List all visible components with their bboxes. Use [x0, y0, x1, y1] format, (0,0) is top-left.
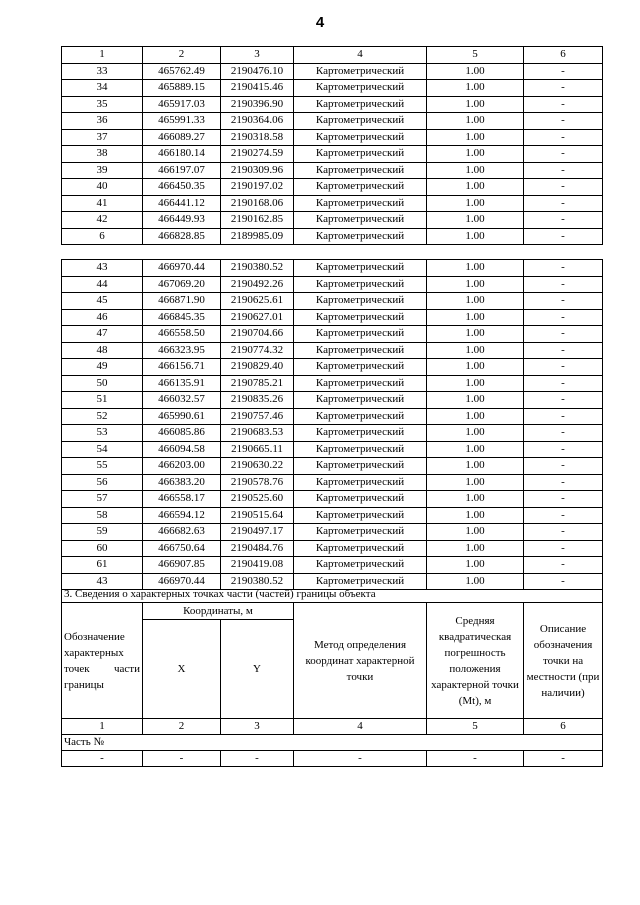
x-coord: 465762.49 — [143, 63, 221, 80]
column-number-3: 3 — [221, 47, 294, 64]
table-row — [62, 80, 603, 97]
point-number: 43 — [62, 573, 143, 590]
accuracy: 1.00 — [427, 392, 524, 409]
description: - — [524, 557, 603, 574]
table-row — [62, 408, 603, 425]
method: Картометрический — [294, 540, 427, 557]
x-coord: 466135.91 — [143, 375, 221, 392]
method: Картометрический — [294, 146, 427, 163]
method: Картометрический — [294, 260, 427, 277]
method: Картометрический — [294, 129, 427, 146]
table-row — [62, 309, 603, 326]
accuracy-header: Средняя квадратическая погрешность положения характерной точки (Mt), м — [427, 603, 524, 719]
table-row — [62, 540, 603, 557]
x-coord: 466450.35 — [143, 179, 221, 196]
method: Картометрический — [294, 63, 427, 80]
table-row — [62, 212, 603, 229]
description: - — [524, 425, 603, 442]
point-number: 48 — [62, 342, 143, 359]
description: - — [524, 375, 603, 392]
description: - — [524, 326, 603, 343]
point-number: 36 — [62, 113, 143, 130]
accuracy: 1.00 — [427, 425, 524, 442]
y-coord: 2190774.32 — [221, 342, 294, 359]
y-coord: 2190835.26 — [221, 392, 294, 409]
empty-cell: - — [427, 751, 524, 767]
x-coord: 466085.86 — [143, 425, 221, 442]
y-coord: 2189985.09 — [221, 228, 294, 245]
method: Картометрический — [294, 96, 427, 113]
x-coord: 466970.44 — [143, 260, 221, 277]
point-number: 61 — [62, 557, 143, 574]
description: - — [524, 195, 603, 212]
x-coord: 466970.44 — [143, 573, 221, 590]
description: - — [524, 146, 603, 163]
table-row — [62, 260, 603, 277]
description: - — [524, 491, 603, 508]
y-coord: 2190578.76 — [221, 474, 294, 491]
column-number-2: 2 — [143, 47, 221, 64]
col-number-1: 1 — [62, 719, 143, 735]
x-coord: 466871.90 — [143, 293, 221, 310]
y-coord: 2190704.66 — [221, 326, 294, 343]
method: Картометрический — [294, 309, 427, 326]
method-header: Метод определения координат характерной точки — [294, 603, 427, 719]
y-coord: 2190625.61 — [221, 293, 294, 310]
y-coord: 2190364.06 — [221, 113, 294, 130]
point-number: 39 — [62, 162, 143, 179]
point-number: 60 — [62, 540, 143, 557]
x-coord: 466197.07 — [143, 162, 221, 179]
col-number-6: 6 — [524, 719, 603, 735]
empty-cell: - — [294, 751, 427, 767]
x-coord: 466558.17 — [143, 491, 221, 508]
y-coord: 2190665.11 — [221, 441, 294, 458]
column-number-row — [62, 47, 603, 64]
description: - — [524, 179, 603, 196]
method: Картометрический — [294, 474, 427, 491]
point-number: 44 — [62, 276, 143, 293]
method: Картометрический — [294, 392, 427, 409]
empty-cell: - — [143, 751, 221, 767]
accuracy: 1.00 — [427, 491, 524, 508]
point-number: 58 — [62, 507, 143, 524]
point-number: 46 — [62, 309, 143, 326]
point-number: 57 — [62, 491, 143, 508]
x-coord: 467069.20 — [143, 276, 221, 293]
description: - — [524, 276, 603, 293]
description: - — [524, 63, 603, 80]
y-coord: 2190419.08 — [221, 557, 294, 574]
description: - — [524, 162, 603, 179]
section-title: 3. Сведения о характерных точках части (частей) границы объекта — [62, 587, 603, 603]
y-coord: 2190197.02 — [221, 179, 294, 196]
table-row — [62, 293, 603, 310]
method: Картометрический — [294, 195, 427, 212]
method: Картометрический — [294, 342, 427, 359]
point-number: 50 — [62, 375, 143, 392]
empty-cell: - — [62, 751, 143, 767]
accuracy: 1.00 — [427, 129, 524, 146]
y-coord: 2190476.10 — [221, 63, 294, 80]
table-row — [62, 179, 603, 196]
table-row — [62, 375, 603, 392]
point-number: 40 — [62, 179, 143, 196]
method: Картометрический — [294, 441, 427, 458]
x-coord: 465991.33 — [143, 113, 221, 130]
accuracy: 1.00 — [427, 162, 524, 179]
point-number: 49 — [62, 359, 143, 376]
point-number: 55 — [62, 458, 143, 475]
table-row — [62, 113, 603, 130]
method: Картометрический — [294, 228, 427, 245]
x-coord: 465917.03 — [143, 96, 221, 113]
column-number-4: 4 — [294, 47, 427, 64]
table-row — [62, 359, 603, 376]
description: - — [524, 96, 603, 113]
x-coord: 465889.15 — [143, 80, 221, 97]
accuracy: 1.00 — [427, 179, 524, 196]
table-row — [62, 507, 603, 524]
accuracy: 1.00 — [427, 375, 524, 392]
x-coord: 466180.14 — [143, 146, 221, 163]
method: Картометрический — [294, 162, 427, 179]
table-row — [62, 524, 603, 541]
table-row — [62, 228, 603, 245]
y-coord: 2190168.06 — [221, 195, 294, 212]
description-header: Описание обозначения точки на местности (при наличии) — [524, 603, 603, 719]
column-number-5: 5 — [427, 47, 524, 64]
y-coord: 2190683.53 — [221, 425, 294, 442]
accuracy: 1.00 — [427, 309, 524, 326]
point-number: 37 — [62, 129, 143, 146]
coordinates-table-top — [61, 46, 603, 245]
y-coord: 2190415.46 — [221, 80, 294, 97]
accuracy: 1.00 — [427, 408, 524, 425]
table-row — [62, 96, 603, 113]
method: Картометрический — [294, 212, 427, 229]
page-number: 4 — [315, 14, 325, 31]
table-row — [62, 195, 603, 212]
x-coord: 466449.93 — [143, 212, 221, 229]
x-coord: 466156.71 — [143, 359, 221, 376]
part-points-table — [61, 587, 603, 767]
accuracy: 1.00 — [427, 359, 524, 376]
col-number-2: 2 — [143, 719, 221, 735]
accuracy: 1.00 — [427, 507, 524, 524]
description: - — [524, 212, 603, 229]
x-coord: 466323.95 — [143, 342, 221, 359]
description: - — [524, 129, 603, 146]
col-number-3: 3 — [221, 719, 294, 735]
y-coord: 2190274.59 — [221, 146, 294, 163]
y-coord: 2190515.64 — [221, 507, 294, 524]
point-number: 41 — [62, 195, 143, 212]
method: Картометрический — [294, 326, 427, 343]
x-coord: 466441.12 — [143, 195, 221, 212]
table-row — [62, 557, 603, 574]
y-coord: 2190829.40 — [221, 359, 294, 376]
y-coord: 2190309.96 — [221, 162, 294, 179]
accuracy: 1.00 — [427, 276, 524, 293]
point-number: 51 — [62, 392, 143, 409]
col-number-4: 4 — [294, 719, 427, 735]
point-number: 33 — [62, 63, 143, 80]
method: Картометрический — [294, 113, 427, 130]
table-row — [62, 491, 603, 508]
description: - — [524, 458, 603, 475]
x-coord: 466203.00 — [143, 458, 221, 475]
description: - — [524, 540, 603, 557]
method: Картометрический — [294, 557, 427, 574]
table-row — [62, 146, 603, 163]
description: - — [524, 80, 603, 97]
table-row — [62, 425, 603, 442]
point-number: 53 — [62, 425, 143, 442]
y-coord: 2190497.17 — [221, 524, 294, 541]
description: - — [524, 524, 603, 541]
method: Картометрический — [294, 276, 427, 293]
point-number: 43 — [62, 260, 143, 277]
description: - — [524, 408, 603, 425]
method: Картометрический — [294, 491, 427, 508]
accuracy: 1.00 — [427, 80, 524, 97]
method: Картометрический — [294, 573, 427, 590]
point-number: 42 — [62, 212, 143, 229]
column-number-1: 1 — [62, 47, 143, 64]
y-coord: 2190525.60 — [221, 491, 294, 508]
y-coord: 2190380.52 — [221, 260, 294, 277]
point-number: 54 — [62, 441, 143, 458]
description: - — [524, 342, 603, 359]
part-label: Часть № — [62, 735, 603, 751]
description: - — [524, 441, 603, 458]
table-row — [62, 326, 603, 343]
description: - — [524, 392, 603, 409]
accuracy: 1.00 — [427, 458, 524, 475]
method: Картометрический — [294, 524, 427, 541]
point-number: 38 — [62, 146, 143, 163]
y-coord: 2190630.22 — [221, 458, 294, 475]
accuracy: 1.00 — [427, 557, 524, 574]
accuracy: 1.00 — [427, 441, 524, 458]
table-row — [62, 342, 603, 359]
point-number: 35 — [62, 96, 143, 113]
coordinates-header: Координаты, м — [143, 603, 294, 620]
y-coord: 2190484.76 — [221, 540, 294, 557]
table-row — [62, 474, 603, 491]
point-number: 34 — [62, 80, 143, 97]
table-row — [62, 458, 603, 475]
description: - — [524, 228, 603, 245]
accuracy: 1.00 — [427, 63, 524, 80]
accuracy: 1.00 — [427, 474, 524, 491]
y-coord: 2190785.21 — [221, 375, 294, 392]
accuracy: 1.00 — [427, 195, 524, 212]
table-row — [62, 129, 603, 146]
col-number-5: 5 — [427, 719, 524, 735]
method: Картометрический — [294, 179, 427, 196]
description: - — [524, 507, 603, 524]
accuracy: 1.00 — [427, 228, 524, 245]
description: - — [524, 293, 603, 310]
point-number: 47 — [62, 326, 143, 343]
column-number-6: 6 — [524, 47, 603, 64]
y-coord: 2190380.52 — [221, 573, 294, 590]
x-coord: 466750.64 — [143, 540, 221, 557]
accuracy: 1.00 — [427, 113, 524, 130]
table-row — [62, 276, 603, 293]
point-number: 6 — [62, 228, 143, 245]
accuracy: 1.00 — [427, 293, 524, 310]
description: - — [524, 474, 603, 491]
method: Картометрический — [294, 408, 427, 425]
point-number: 59 — [62, 524, 143, 541]
x-header: X — [143, 620, 221, 719]
point-designation-header: Обозначение характерных точек части границы — [62, 603, 143, 719]
x-coord: 466828.85 — [143, 228, 221, 245]
description: - — [524, 260, 603, 277]
y-coord: 2190627.01 — [221, 309, 294, 326]
description: - — [524, 309, 603, 326]
empty-cell: - — [524, 751, 603, 767]
accuracy: 1.00 — [427, 573, 524, 590]
method: Картометрический — [294, 507, 427, 524]
method: Картометрический — [294, 425, 427, 442]
point-number: 45 — [62, 293, 143, 310]
accuracy: 1.00 — [427, 96, 524, 113]
description: - — [524, 113, 603, 130]
x-coord: 466558.50 — [143, 326, 221, 343]
table-row — [62, 441, 603, 458]
accuracy: 1.00 — [427, 260, 524, 277]
table-row — [62, 162, 603, 179]
method: Картометрический — [294, 458, 427, 475]
x-coord: 466032.57 — [143, 392, 221, 409]
point-number: 52 — [62, 408, 143, 425]
table-row — [62, 63, 603, 80]
x-coord: 466094.58 — [143, 441, 221, 458]
x-coord: 466089.27 — [143, 129, 221, 146]
method: Картометрический — [294, 293, 427, 310]
accuracy: 1.00 — [427, 146, 524, 163]
accuracy: 1.00 — [427, 342, 524, 359]
y-coord: 2190396.90 — [221, 96, 294, 113]
accuracy: 1.00 — [427, 540, 524, 557]
x-coord: 466383.20 — [143, 474, 221, 491]
point-number: 56 — [62, 474, 143, 491]
description: - — [524, 573, 603, 590]
method: Картометрический — [294, 375, 427, 392]
table-row — [62, 392, 603, 409]
description: - — [524, 359, 603, 376]
method: Картометрический — [294, 359, 427, 376]
accuracy: 1.00 — [427, 212, 524, 229]
empty-cell: - — [221, 751, 294, 767]
method: Картометрический — [294, 80, 427, 97]
y-coord: 2190318.58 — [221, 129, 294, 146]
x-coord: 466845.35 — [143, 309, 221, 326]
x-coord: 466682.63 — [143, 524, 221, 541]
x-coord: 466594.12 — [143, 507, 221, 524]
y-header: Y — [221, 620, 294, 719]
x-coord: 466907.85 — [143, 557, 221, 574]
y-coord: 2190757.46 — [221, 408, 294, 425]
accuracy: 1.00 — [427, 524, 524, 541]
coordinates-table-bottom — [61, 259, 603, 590]
x-coord: 465990.61 — [143, 408, 221, 425]
accuracy: 1.00 — [427, 326, 524, 343]
y-coord: 2190162.85 — [221, 212, 294, 229]
y-coord: 2190492.26 — [221, 276, 294, 293]
